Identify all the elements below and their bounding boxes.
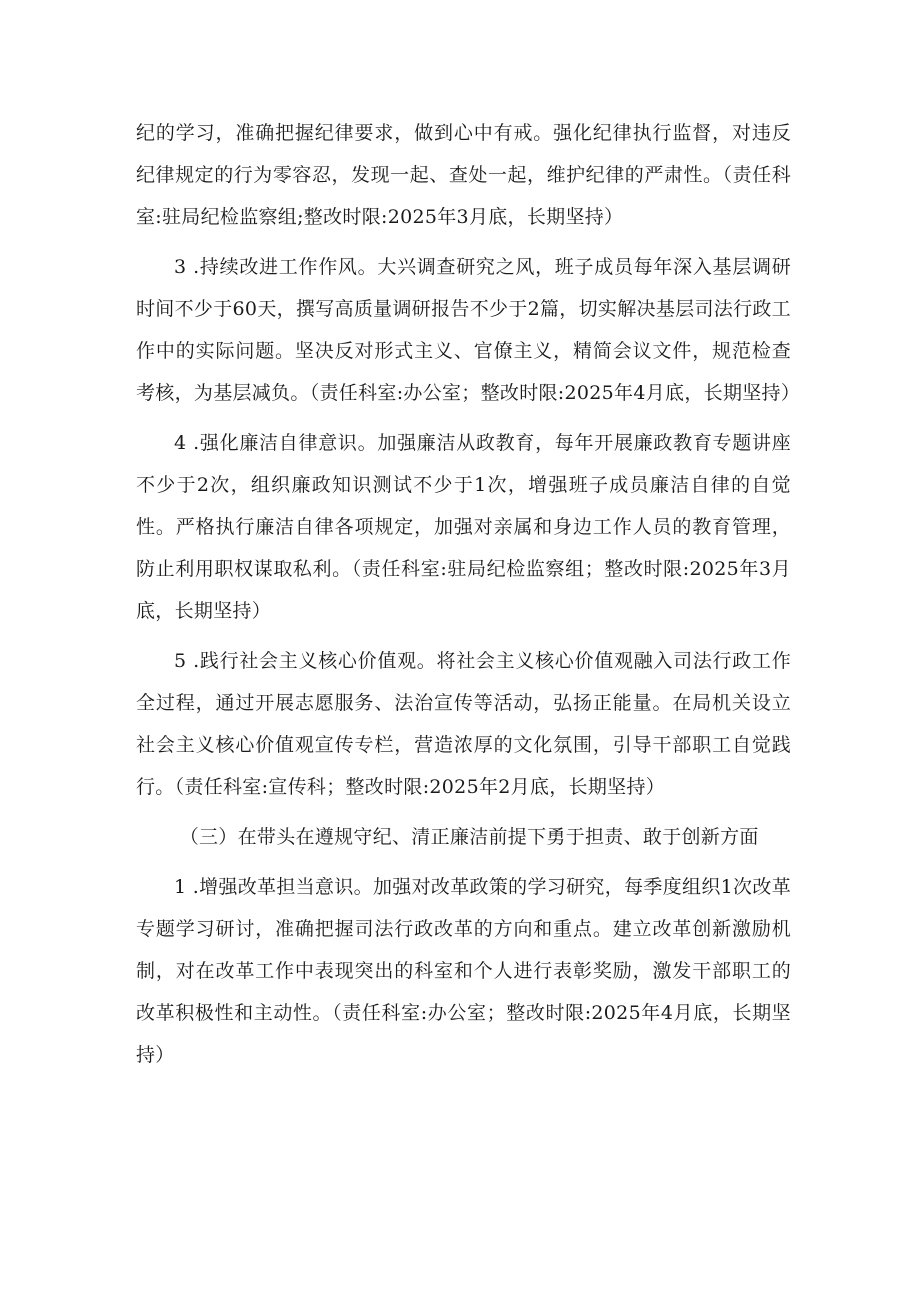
paragraph-item-4: 4 .强化廉洁自律意识。加强廉洁从政教育，每年开展廉政教育专题讲座不少于2次，组织廉政知识测试不少于1次，增强班子成员廉洁自律的自觉性。严格执行廉洁自律各项规定，加强对亲属和身边工作人员的教育管理，防止利用职权谋取私利。（责任科室:驻局纪检监察组；整改时限:2025年3月底，长期坚持） (136, 432, 791, 622)
paragraph-item-3: 3 .持续改进工作作风。大兴调查研究之风，班子成员每年深入基层调研时间不少于60天，撰写高质量调研报告不少于2篇，切实解决基层司法行政工作中的实际问题。坚决反对形式主义、官僚主义，精简会议文件，规范检查考核，为基层减负。（责任科室:办公室；整改时限:2025年4月底，长期坚持） (136, 256, 801, 404)
section-heading: （三）在带头在遵规守纪、清正廉洁前提下勇于担责、敢于创新方面 (179, 826, 759, 848)
paragraph-item-5: 5 .践行社会主义核心价值观。将社会主义核心价值观融入司法行政工作全过程，通过开展志愿服务、法治宣传等活动，弘扬正能量。在局机关设立社会主义核心价值观宣传专栏，营造浓厚的文化氛围，引导干部职工自觉践行。（责任科室:宣传科；整改时限:2025年2月底，长期坚持） (136, 650, 791, 798)
paragraph-item-1: 1 .增强改革担当意识。加强对改革政策的学习研究，每季度组织1次改革专题学习研讨，准确把握司法行政改革的方向和重点。建立改革创新激励机制，对在改革工作中表现突出的科室和个人进行表彰奖励，激发干部职工的改革积极性和主动性。（责任科室:办公室；整改时限:2025年4月底，长期坚持） (136, 876, 791, 1066)
paragraph-continuation: 纪的学习，准确把握纪律要求，做到心中有戒。强化纪律执行监督，对违反纪律规定的行为零容忍，发现一起、查处一起，维护纪律的严肃性。（责任科室:驻局纪检监察组;整改时限:2025年3月底，长期坚持） (136, 122, 791, 228)
document-body (136, 112, 801, 1084)
